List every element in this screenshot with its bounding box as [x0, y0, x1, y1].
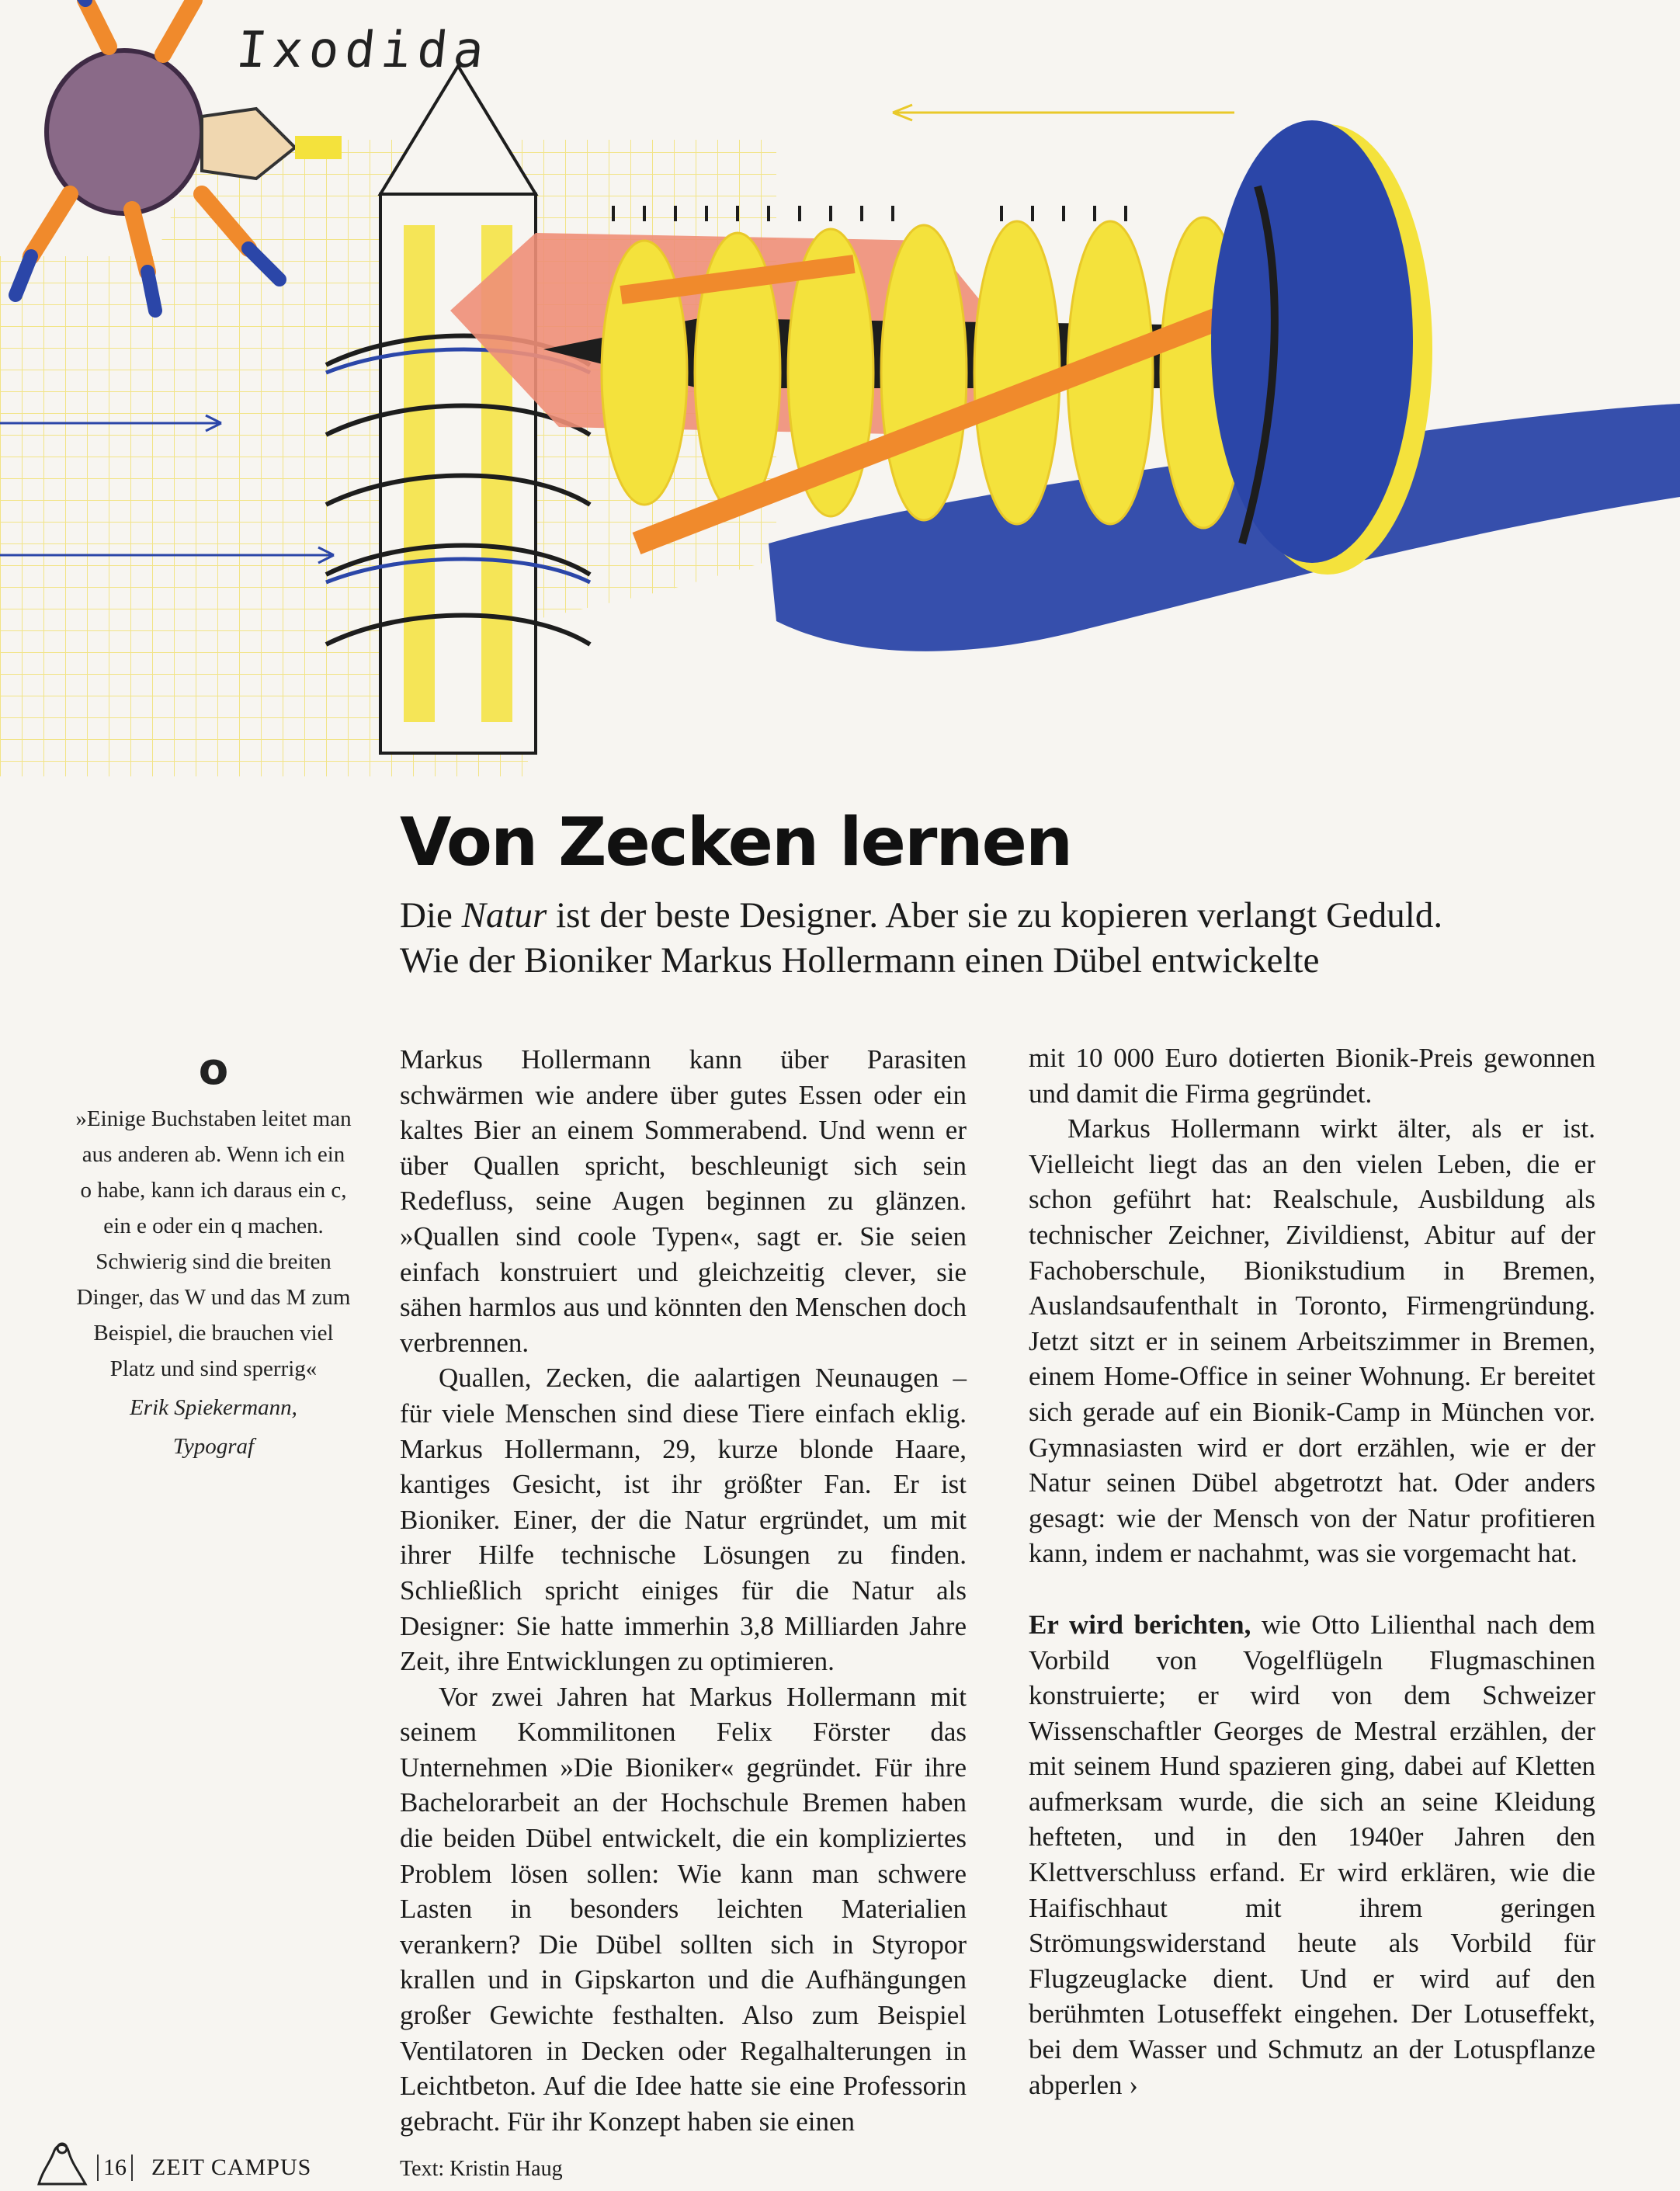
magazine-name: ZEIT CAMPUS — [151, 2155, 312, 2180]
sidebar-author: Erik Spiekermann, — [130, 1395, 297, 1420]
sidebar-quote-box — [74, 1044, 353, 1464]
sidebar-role: Typograf — [172, 1434, 255, 1459]
paragraph: mit 10 000 Euro dotierten Bionik-Preis gewonnen und damit die Firma gegründet. — [1029, 1043, 1595, 1109]
subtitle-line-2: Wie der Bioniker Markus Hollermann einen Dübel entwickelte — [400, 940, 1320, 981]
article-title: Von Zecken lernen — [400, 804, 1072, 881]
sidebar-letter: o — [198, 1044, 229, 1095]
subtitle-part: Die — [400, 895, 462, 936]
paragraph — [1029, 1607, 1595, 2102]
article-column-1 — [400, 1042, 967, 2139]
page-number: 16 — [97, 2155, 133, 2181]
author-credit: Text: Kristin Haug — [400, 2157, 563, 2181]
header-illustration — [0, 0, 1680, 807]
sidebar-quote: »Einige Buchstaben leitet man aus anderen ab. Wenn ich ein o habe, kann ich daraus ein c, ein e oder ein q machen. Schwierig sind die breiten Dinger, das W und das M zum Beispiel, die brauchen viel Platz und sind sperrig« — [75, 1106, 352, 1381]
subtitle-part: ist der beste Designer. Aber sie zu kopieren verlangt Geduld. — [547, 895, 1443, 936]
paragraph: Quallen, Zecken, die aalartigen Neunaugen – für viele Menschen sind diese Tiere einfach eklig. Markus Hollermann, 29, kurze blonde Haare, kantiges Gesicht, ist ihr größter Fan. Er ist Bioniker. Einer, der die Natur ergründet, um mit ihrer Hilfe technische Lösungen zu finden. Schließlich spricht einiges für die Natur als Designer: Sie hatte immerhin 3,8 Milliarden Jahre Zeit, ihre Entwicklungen zu optimieren. — [400, 1363, 967, 1677]
article-subtitle — [400, 893, 1642, 983]
paragraph: Vor zwei Jahren hat Markus Hollermann mit seinem Kommilitonen Felix Förster das Unternehmen »Die Bioniker« gegründet. Für ihre Bachelorarbeit an der Hochschule Bremen haben die beiden Dübel entwickelt, die ein kompliziertes Problem lösen sollen: Wie kann man schwere Lasten in besonders leichten Materialien verankern? Die Dübel sollten sich in Styropor krallen und in Gipskarton und die Aufhängungen großer Gewichte festhalten. Also zum Beispiel Ventilatoren in Decken oder Regalhalterungen in Leichtbeton. Auf die Idee hatte sie eine Professorin gebracht. Für ihr Konzept haben sie einen — [400, 1681, 967, 2137]
tick-dowel-illustration — [0, 0, 1680, 807]
paragraph-lead-in: Er wird berichten, — [1029, 1609, 1251, 1640]
paragraph: Markus Hollermann kann über Parasiten schwärmen wie andere über gutes Essen oder ein kaltes Bier an einem Sommerabend. Und wenn er über Quallen spricht, beschleunigt sich sein Redefluss, seine Augen beginnen zu glänzen. »Quallen sind coole Typen«, sagt er. Sie seien einfach konstruiert und gleichzeitig clever, sie sähen harmlos aus und könnten den Menschen doch verbrennen. — [400, 1044, 967, 1358]
paragraph: Markus Hollermann wirkt älter, als er ist. Vielleicht liegt das an den vielen Leben, die er schon geführt hat: Realschule, Ausbildung als technischer Zeichner, Zivildienst, Abitur auf der Fachoberschule, Bionikstudium in Bremen, Auslandsaufenthalt in Toronto, Firmengründung. Jetzt sitzt er in seinem Arbeitszimmer in Bremen, einem Home-Office in seiner Wohnung. Er bereitet sich gerade auf ein Bionik-Camp in München vor. Gymnasiasten wird er dort erzählen, wie er der Natur seinen Dübel abgetrotzt hat. Oder anders gesagt: wie der Mensch von der Natur profitieren kann, indem er nachahmt, was sie vorgemacht hat. — [1029, 1113, 1595, 1569]
arrow-icon — [893, 105, 1234, 120]
article-column-2 — [1029, 1040, 1595, 2102]
paragraph-text: wie Otto Lilienthal nach dem Vorbild von Vogelflügeln Flugmaschinen konstruierte; er wird von dem Schweizer Wissenschaftler Georges de Mestral erzählen, der mit seinem Hund spazieren ging, dabei auf Kletten aufmerksam wurde, die sich an seine Kleidung hefteten, und in den 1940er Jahren den Klettverschluss erfand. Er wird erklären, wie die Haifischhaut mit ihrem geringen Strömungswiderstand heute als Vorbild für Flugzeuglacke dient. Und er wird auf den berühmten Lotuseffekt eingehen. Der Lotuseffekt, bei dem Wasser und Schmutz an der Lotuspflanze abperlen › — [1029, 1609, 1595, 2100]
magazine-emblem-icon — [31, 2139, 95, 2186]
subtitle-emphasis: Natur — [461, 895, 547, 936]
illustration-label: Ixodida — [234, 22, 493, 79]
